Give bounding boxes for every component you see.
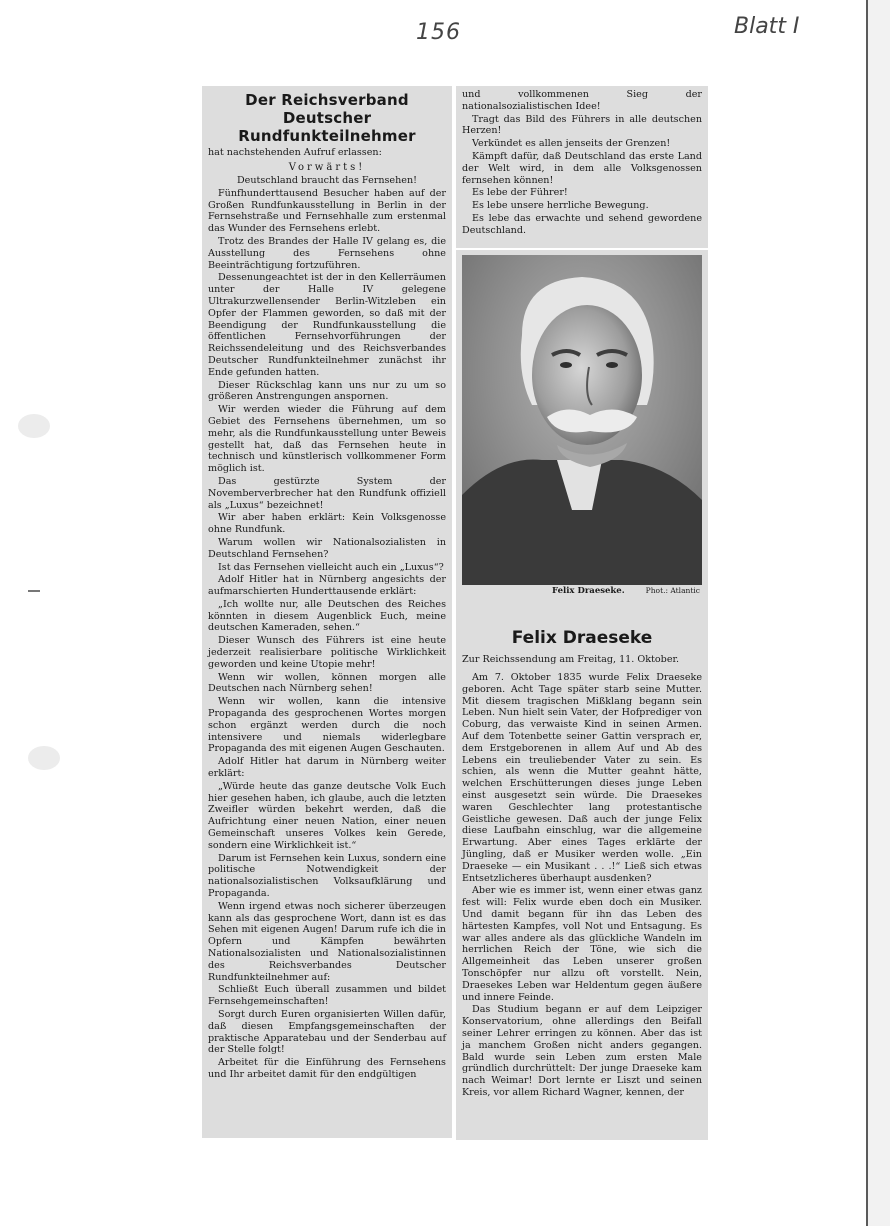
photo-caption: Felix Draeseke. xyxy=(552,586,625,596)
paragraph: Wenn wir wollen, kann die intensive Propaganda des gesprochenen Wortes morgen schon ergänzt werden durch die noch intensivere und niemals widerlegbare Propaganda des mit eigenen Augen Geschauten. xyxy=(208,696,446,755)
paragraph: Fünfhunderttausend Besucher haben auf der Großen Rundfunkausstellung in Berlin in der Fernsehstraße und Fernsehhalle zum erstenmal das Wunder des Fernsehens erlebt. xyxy=(208,187,446,235)
handwritten-page-number: 156 xyxy=(416,20,461,45)
paragraph: Wenn irgend etwas noch sicherer überzeugen kann als das gesprochene Wort, dann ist es das Sehen mit eigenen Augen! Darum rufe ich die in Opfern und Kämpfen bewährten Nationalsozialisten und Nationalsozialistinnen des Reichsverbandes Deutscher Rundfunkteilnehmer auf: xyxy=(208,900,446,983)
paragraph: Wir aber haben erklärt: Kein Volksgenosse ohne Rundfunk. xyxy=(208,512,446,536)
paragraph: Dieser Wunsch des Führers ist eine heute jederzeit realisierbare politische Wirklichkeit geworden und keine Utopie mehr! xyxy=(208,635,446,670)
paragraph: Aber wie es immer ist, wenn einer etwas ganz fest will: Felix wurde eben doch ein Musiker. Und damit begann für ihn das Leben des härtesten Kampfes, voll Not und Entsagung. Es war alles andere als das glückliche Wandeln im herrlichen Reich der Töne, wie sich die Allgemeinheit das Leben unserer großen Tonschöpfer nur allzu oft vorstellt. Nein, Draesekes Leben war Heldentum gegen äußere und innere Feinde. xyxy=(462,885,702,1003)
paragraph: Tragt das Bild des Führers in alle deutschen Herzen! xyxy=(462,113,702,137)
paragraph: Ist das Fernsehen vielleicht auch ein „Luxus“? xyxy=(218,561,444,573)
paragraph: Schließt Euch überall zusammen und bildet Fernsehgemeinschaften! xyxy=(208,984,446,1008)
margin-mark xyxy=(28,590,40,592)
headline-line-1: Der Reichsverband xyxy=(245,91,409,109)
paragraph: Das gestürzte System der Novemberverbrecher hat den Rundfunk offiziell als „Luxus“ bezeichnet! xyxy=(208,475,446,511)
punch-hole-top xyxy=(18,414,50,438)
call-heading: Vorwärts! xyxy=(288,162,366,173)
continuation-body xyxy=(462,89,702,237)
paragraph: Verkündet es allen jenseits der Grenzen! xyxy=(472,138,671,150)
slogan: Deutschland braucht das Fernsehen! xyxy=(236,175,418,186)
paragraph: Adolf Hitler hat in Nürnberg angesichts der aufmarschierten Hunderttausende erklärt: xyxy=(208,574,446,598)
paragraph: Darum ist Fernsehen kein Luxus, sondern eine politische Notwendigkeit der nationalsozialistischen Volksaufklärung und Propaganda. xyxy=(208,852,446,900)
newspaper-clipping-continuation xyxy=(456,86,708,248)
paragraph: Wir werden wieder die Führung auf dem Gebiet des Fernsehens übernehmen, um so mehr, als die Rundfunkausstellung unter Beweis gestellt hat, daß das Fernsehen heute in technisch und künstlerisch vollkommener Form möglich ist. xyxy=(208,404,446,475)
paragraph: Es lebe das erwachte und sehend gewordene Deutschland. xyxy=(462,212,702,236)
paragraph: Wenn wir wollen, können morgen alle Deutschen nach Nürnberg sehen! xyxy=(208,671,446,695)
punch-hole-bottom xyxy=(28,746,60,770)
paragraph: Dessenungeachtet ist der in den Kellerräumen unter der Halle IV gelegene Ultrakurzwellensender Berlin-Witzleben ein Opfer der Flammen geworden, so daß mit der Beendigung der Rundfunkausstellung die öffentlichen Fernsehvorführungen der Reichssendeleitung und des Reichsverbandes Deutscher Rundfunkteilnehmer zunächst ihr Ende gefunden hatten. xyxy=(208,272,446,378)
paragraph: Arbeitet für die Einführung des Fernsehens und Ihr arbeitet damit für den endgültigen xyxy=(208,1057,446,1080)
paragraph: „Würde heute das ganze deutsche Volk Euch hier gesehen haben, ich glaube, auch die letzten Zweifler würden bekehrt werden, daß die Aufrichtung einer neuen Nation, einer neuen Gemeinschaft unseres Volkes kein Gerede, sondern eine Wirklichkeit ist.“ xyxy=(208,780,446,851)
newspaper-clipping-column-1 xyxy=(202,86,452,1138)
article-2-body xyxy=(462,672,702,1100)
page-right-edge xyxy=(866,0,890,1226)
paragraph: Kämpft dafür, daß Deutschland das erste Land der Welt wird, in dem alle Volksgenossen fernsehen können! xyxy=(462,150,702,186)
article-2-subline: Zur Reichssendung am Freitag, 11. Oktober. xyxy=(462,654,680,665)
paragraph: Warum wollen wir Nationalsozialisten in Deutschland Fernsehen? xyxy=(208,536,446,560)
paragraph: Das Studium begann er auf dem Leipziger Konservatorium, ohne allerdings den Beifall seiner Lehrer erringen zu können. Aber das ist ja manchem Großen nicht anders gegangen. Bald wurde sein Leben zum ersten Male gründlich durchrüttelt: Der junge Draeseke kam nach Weimar! Dort lernte er Liszt und seinen Kreis, vor allem Richard Wagner, kennen, der xyxy=(462,1004,702,1098)
headline-line-2: Deutscher Rundfunkteilnehmer xyxy=(238,109,416,145)
paragraph: Adolf Hitler hat darum in Nürnberg weiter erklärt: xyxy=(208,756,446,780)
paragraph: Es lebe unsere herrliche Bewegung. xyxy=(472,200,649,212)
article-2-headline: Felix Draeseke xyxy=(511,628,653,648)
paragraph: „Ich wollte nur, alle Deutschen des Reiches könnten in diesem Augenblick Euch, meine deutschen Kameraden, sehen.“ xyxy=(208,598,446,634)
paragraph: Trotz des Brandes der Halle IV gelang es, die Ausstellung des Fernsehens ohne Beeinträchtigung fortzuführen. xyxy=(208,235,446,271)
paragraph: und vollkommenen Sieg der nationalsozialistischen Idee! xyxy=(462,89,702,112)
article-intro: hat nachstehenden Aufruf erlassen: xyxy=(208,147,382,158)
paragraph: Es lebe der Führer! xyxy=(472,187,568,199)
handwritten-sheet-label: Blatt I xyxy=(734,14,800,39)
article-headline xyxy=(208,91,446,145)
portrait-illustration xyxy=(462,255,702,585)
portrait-photo xyxy=(462,255,702,585)
newspaper-clipping-draeseke xyxy=(456,250,708,1140)
photo-credit: Phot.: Atlantic xyxy=(645,586,700,595)
article-body xyxy=(208,175,446,1081)
paragraph: Dieser Rückschlag kann uns nur zu um so größeren Anstrengungen anspornen. xyxy=(208,379,446,403)
paragraph: Sorgt durch Euren organisierten Willen dafür, daß diesen Empfangsgemeinschaften der praktische Apparatebau und der Senderbau auf der Stelle folgt! xyxy=(208,1008,446,1056)
paragraph: Am 7. Oktober 1835 wurde Felix Draeseke geboren. Acht Tage später starb seine Mutter. Mit diesem tragischen Mißklang begann sein Leben. Nun hielt sein Vater, der Hofprediger von Coburg, das verwaiste Kind in seinen Armen. Auf dem Totenbette seiner Gattin versprach er, dem Erstgeborenen in allem Auf und Ab des Lebens ein treuliebender Vater zu sein. Es schien, als wenn die Mutter geahnt hätte, welchen Erschütterungen dieses junge Leben einst ausgesetzt sein würde. Die Draesekes waren Geschlechter lang protestantische Geistliche gewesen. Daß auch der junge Felix diese Laufbahn einschlug, war die allgemeine Erwartung. Aber eines Tages erklärte der Jüngling, daß er Musiker werden wolle. „Ein Draeseke — ein Musikant . . .!“ Ließ sich etwas Entsetzlicheres überhaupt ausdenken? xyxy=(462,672,702,884)
